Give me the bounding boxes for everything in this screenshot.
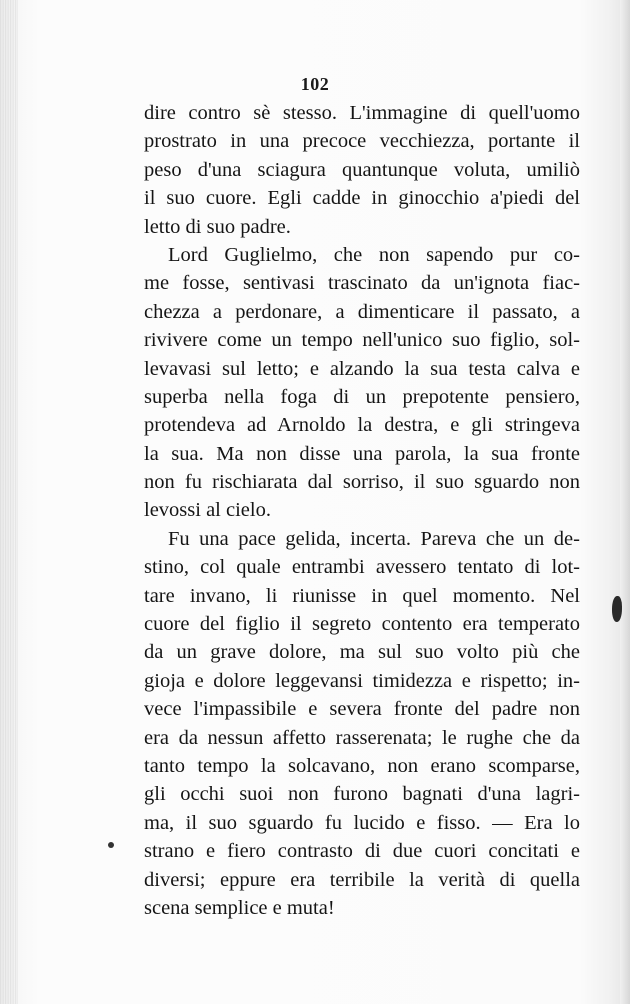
text-line: da un grave dolore, ma sul suo volto più che [144,641,580,664]
text-line: gli occhi suoi non furono bagnati d'una lagri- [144,783,580,806]
text-line: vece l'impassibile e severa fronte del padre non [144,698,580,721]
page-edge-shadow [620,0,630,1004]
text-line: diversi; eppure era terribile la verità di quella [144,868,580,891]
text-line: letto di suo padre. [144,215,291,238]
page-binding-shadow [0,0,18,1004]
text-line: prostrato in una precoce vecchiezza, portante il [144,130,580,153]
ink-blot [612,596,622,622]
text-line: gioja e dolore leggevansi timidezza e rispetto; in- [144,669,580,692]
text-line: la sua. Ma non disse una parola, la sua fronte [144,442,580,465]
text-line: stino, col quale entrambi avessero tentato di lot- [144,556,580,579]
text-line: non fu rischiarata dal sorriso, il suo sguardo non [144,471,580,494]
text-line: era da nessun affetto rasserenata; le rughe che da [144,726,580,749]
text-line: levavasi sul letto; e alzando la sua testa calva e [144,357,580,380]
text-line: tare invano, li riunisse in quel momento. Nel [144,584,580,607]
text-line: chezza a perdonare, a dimenticare il passato, a [144,300,580,323]
text-line: ma, il suo sguardo fu lucido e fisso. — Era lo [144,811,580,834]
text-line: Fu una pace gelida, incerta. Pareva che un de- [168,527,580,550]
text-line: tanto tempo la solcavano, non erano scomparse, [144,754,580,777]
text-line: protendeva ad Arnoldo la destra, e gli stringeva [144,414,580,437]
text-line: rivivere come un tempo nell'unico suo figlio, sol- [144,329,580,352]
text-line: superba nella foga di un prepotente pensiero, [144,385,580,408]
text-line: Lord Guglielmo, che non sapendo pur co- [168,243,580,266]
text-line: me fosse, sentivasi trascinato da un'ignota fiac- [144,272,580,295]
text-line: cuore del figlio il segreto contento era temperato [144,613,580,636]
text-line: levossi al cielo. [144,499,271,522]
body-text [144,99,580,922]
page-number: 102 [300,74,330,94]
text-line: dire contro sè stesso. L'immagine di quell'uomo [144,102,580,124]
text-line: scena semplice e muta! [144,896,335,919]
text-line: peso d'una sciagura quantunque voluta, umiliò [144,158,580,181]
ink-dot [108,842,114,848]
text-line: il suo cuore. Egli cadde in ginocchio a'piedi del [144,187,580,210]
text-line: strano e fiero contrasto di due cuori concitati e [144,840,580,863]
